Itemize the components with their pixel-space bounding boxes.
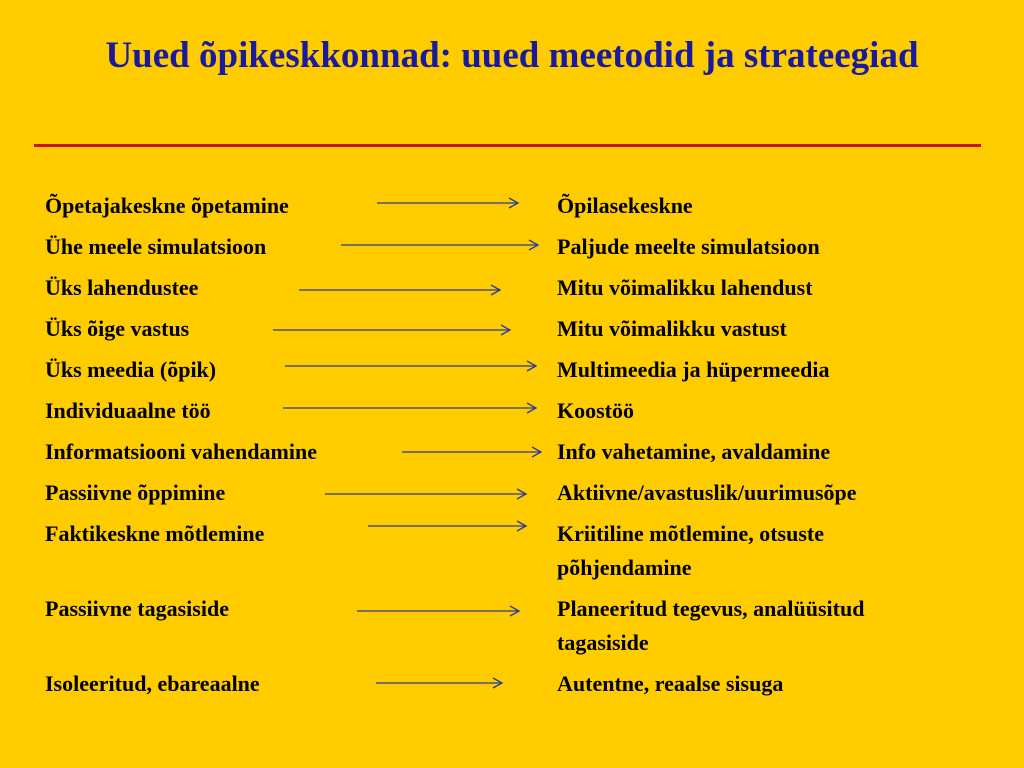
row-from-label: Passiivne õppimine [45, 480, 226, 505]
row-to-label: Aktiivne/avastuslik/uurimusõpe [557, 480, 857, 505]
row-from-label: Üks lahendustee [45, 275, 199, 300]
row-from-label: Üks meedia (õpik) [45, 357, 217, 382]
row-to-label: Mitu võimalikku vastust [557, 316, 787, 341]
row-from-label: Õpetajakeskne õpetamine [45, 193, 289, 218]
row-to-label: Mitu võimalikku lahendust [557, 275, 813, 300]
row-from-label: Individuaalne töö [45, 398, 211, 423]
row-to-label: Autentne, reaalse sisuga [557, 671, 784, 696]
row-to-label-continued: tagasiside [557, 630, 649, 655]
row-from-label: Informatsiooni vahendamine [45, 439, 317, 464]
row-to-label: Koostöö [557, 398, 634, 423]
row-from-label: Passiivne tagasiside [45, 596, 229, 621]
row-from-label: Faktikeskne mõtlemine [45, 521, 265, 546]
row-to-label: Multimeedia ja hüpermeedia [557, 357, 830, 382]
row-to-label: Õpilasekeskne [557, 193, 693, 218]
row-to-label-continued: põhjendamine [557, 555, 692, 580]
row-to-label: Planeeritud tegevus, analüüsitud [557, 596, 865, 621]
row-from-label: Üks õige vastus [45, 316, 190, 341]
row-from-label: Isoleeritud, ebareaalne [45, 671, 260, 696]
row-from-label: Ühe meele simulatsioon [45, 234, 267, 259]
slide-title: Uued õpikeskkonnad: uued meetodid ja strateegiad [105, 35, 919, 76]
row-to-label: Info vahetamine, avaldamine [557, 439, 831, 464]
row-to-label: Kriitiline mõtlemine, otsuste [557, 521, 825, 546]
row-to-label: Paljude meelte simulatsioon [557, 234, 820, 259]
